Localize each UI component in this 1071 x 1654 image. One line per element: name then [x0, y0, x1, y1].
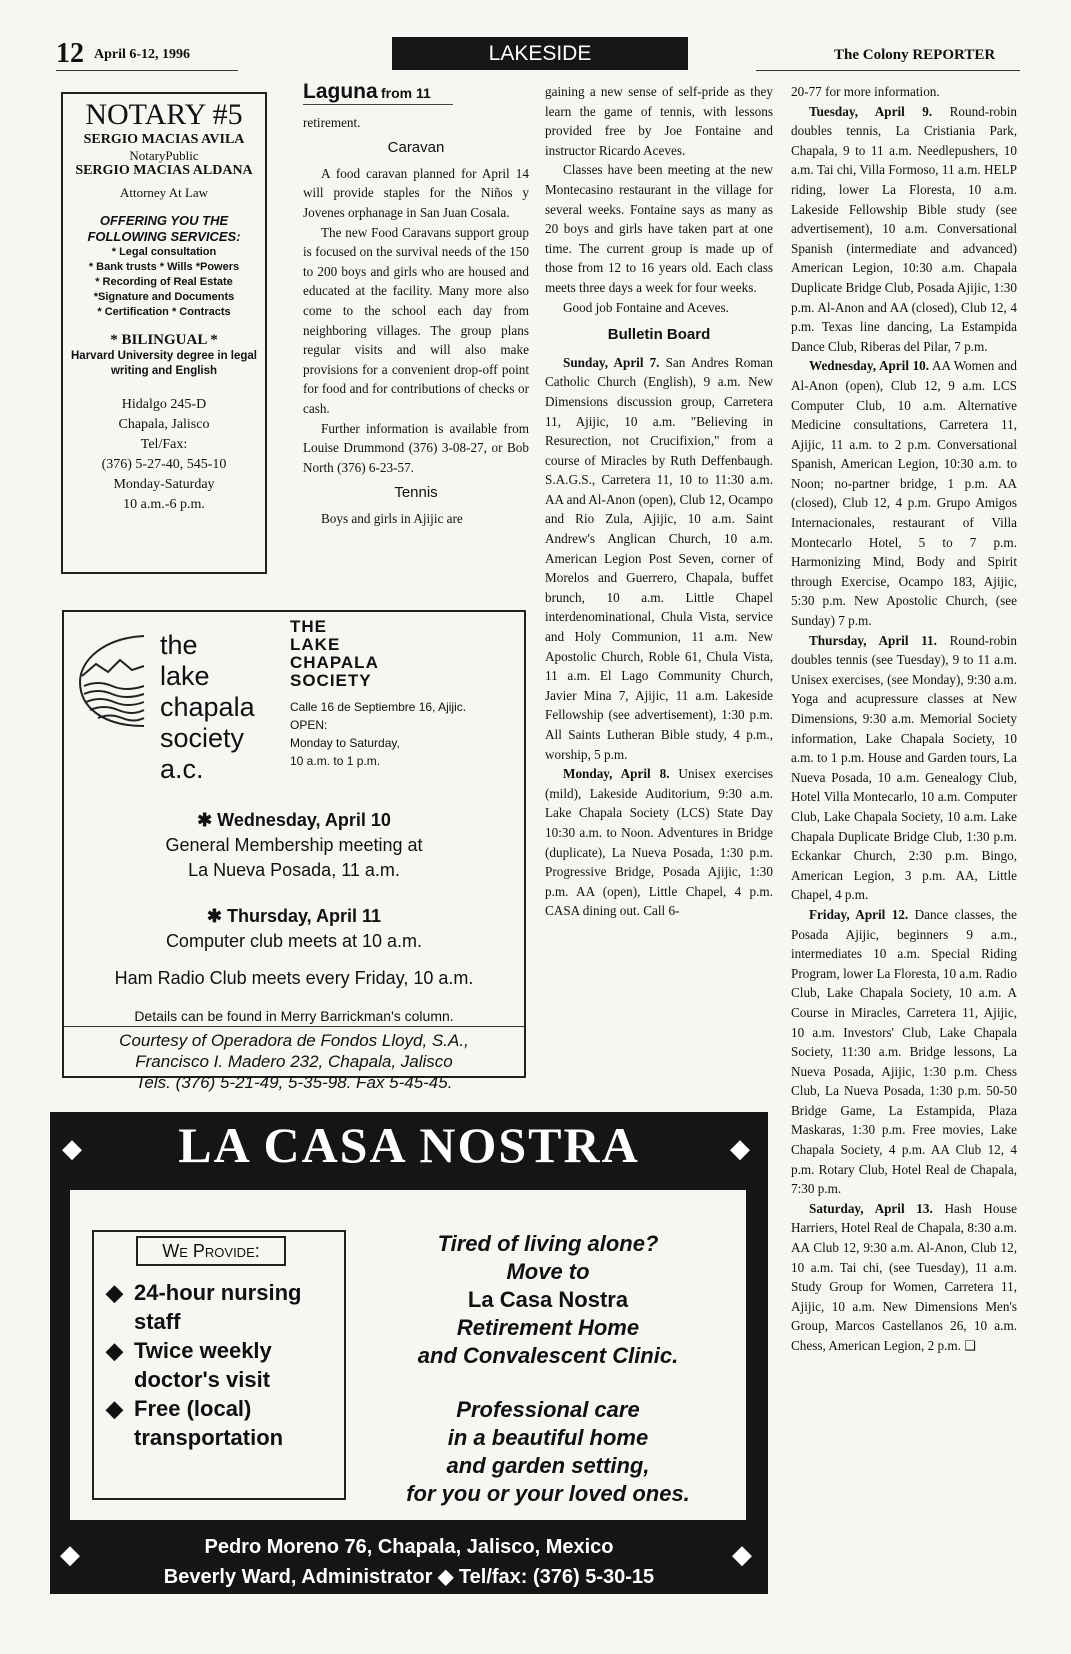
pitch-line: Move to	[506, 1259, 590, 1284]
notary-service: * Recording of Real Estate	[95, 276, 233, 288]
list-item	[98, 1278, 318, 1336]
notary-name-1: SERGIO MACIAS AVILA	[83, 132, 245, 147]
title-line: LAKE	[290, 635, 341, 654]
caravan-paragraph: Further information is available from Louise Drummond (376) 3-08-27, or Bob North (376) 6-23-57.	[303, 420, 529, 475]
item-text: Free (local) transportation	[134, 1396, 284, 1450]
diamond-icon: ◆	[60, 1540, 80, 1569]
bulletin-saturday	[791, 1199, 1017, 1356]
pitch-line: and garden setting,	[446, 1453, 650, 1478]
casa-address-block	[50, 1532, 768, 1592]
notary-service: * Bank trusts * Wills *Powers	[88, 261, 240, 273]
lcs-open-days: Monday to Saturday,	[290, 736, 400, 750]
column-laguna	[303, 82, 529, 528]
day-label: Thursday, April 11.	[809, 632, 937, 648]
details-line: Details can be found in Merry Barrickman's column.	[134, 1008, 454, 1024]
header-rule-right	[756, 70, 1020, 71]
section-banner: LAKESIDE	[392, 37, 688, 70]
day-text: Round-robin doubles tennis, La Cristiania Park, Chapala, 9 to 11 a.m. Needlepushers, 10 a.m. Tai chi, Villa Formoso, 11 a.m. HELP riding, lower La Floresta, 10 a.m. Lakeside Fellowship Bible study (see advertisement), 10 a.m. Conversational Spanish (intermediate and advanced) American Legion, 10:30 a.m. Chapala Duplicate Bridge Club, Posada Ajijic, 1:30 p.m. Al-Anon and AA (closed), Club 12, 4 p.m. Texas line dancing, La Estampida Dance Club, Riberas del Pilar, 7 p.m.	[791, 103, 1017, 354]
pitch-line: La Casa Nostra	[467, 1287, 629, 1312]
courtesy-line: Francisco I. Madero 232, Chapala, Jalisco	[135, 1052, 453, 1071]
title-line: THE	[290, 617, 327, 636]
caravan-heading: Caravan	[387, 139, 445, 157]
notary-city: Chapala, Jalisco	[118, 417, 210, 432]
casa-pitch	[360, 1230, 736, 1508]
pitch-line: for you or your loved ones.	[406, 1481, 690, 1506]
laguna-title: Laguna	[303, 80, 378, 103]
item-text: Twice weekly doctor's visit	[134, 1338, 272, 1392]
bulletin-monday	[545, 764, 773, 921]
notary-hours: 10 a.m.-6 p.m.	[123, 497, 205, 512]
notary-offering: OFFERING YOU THE FOLLOWING SERVICES:	[87, 213, 241, 244]
diamond-bullet-icon: ◆	[106, 1280, 123, 1305]
bulletin-friday	[791, 905, 1017, 1199]
lcs-logo-text	[160, 630, 255, 785]
logo-line: society	[160, 723, 245, 753]
lcs-address	[290, 698, 466, 770]
day-text: Hash House Harriers, Hotel Real de Chapala, 8:30 a.m. AA Club 12, 9:30 a.m. Al-Anon, Club 12, 10 a.m. Tai chi, (see Tuesday), 11 a.m. Study Group for Women, Carretera 11, Ajijic, 10 a.m. New Dimensions Men's Group, Marcos Castellanos 26, 10 a.m. Chess, American Legion, 2 p.m.	[791, 1200, 1017, 1353]
pitch-line: Professional care	[456, 1397, 640, 1422]
notary-service: * Legal consultation	[111, 246, 217, 258]
laguna-text: retirement.	[303, 114, 361, 130]
notary-role-2: Attorney At Law	[119, 185, 209, 200]
column-bulletin-cont	[791, 82, 1017, 1356]
day-label: Wednesday, April 10.	[809, 358, 930, 374]
courtesy-line: Courtesy of Operadora de Fondos Lloyd, S.A.,	[119, 1031, 469, 1050]
provide-list	[98, 1278, 318, 1452]
courtesy-block	[64, 1030, 524, 1093]
tennis-paragraph: Good job Fontaine and Aceves.	[563, 299, 729, 315]
day-label: Friday, April 12.	[809, 906, 909, 922]
header-rule-left	[56, 70, 238, 71]
casa-address: Pedro Moreno 76, Chapala, Jalisco, Mexico	[204, 1536, 614, 1558]
event-wednesday-day: ✱ Wednesday, April 10	[197, 810, 391, 830]
lcs-ad	[62, 610, 526, 1092]
tennis-paragraph: gaining a new sense of self-pride as they learn the game of tennis, with lessons provided free by Joe Fontaine and instructor Ricardo Aceves.	[545, 84, 773, 158]
diamond-bullet-icon: ◆	[106, 1338, 123, 1363]
casa-title: LA CASA NOSTRA	[178, 1117, 640, 1173]
day-text: AA Women and Al-Anon (open), Club 12, 9 a.m. LCS Computer Club, 10 a.m. Alternative Medicine consultations, Carretera 11, Ajijic, 11 a.m. to 2 p.m. Conversational Spanish, American Legion, 10:30 a.m. to Noon; no-partner bridge, 1 p.m. AA (closed), Club 12, 4 p.m. Grupo Amigos Internacionales, restaurant of Villa Montecarlo Hotel, 5 to 7 p.m. Harmonizing Mind, Body and Spirit through Exercise, Ocampo 183, Ajijic, 5:30 p.m. New Apostolic Church, (see Sunday) 7 p.m.	[791, 358, 1017, 629]
diamond-icon: ◆	[730, 1134, 750, 1163]
tennis-paragraph: Classes have been meeting at the new Montecasino restaurant in the village for several weeks. Fontaine says as many as 20 boys and girls have taken part at one time. The current group is made up of those from 12 to 16 years old. Each class meets three days a week for four weeks.	[545, 162, 773, 295]
item-text: 24-hour nursing staff	[134, 1280, 302, 1334]
pitch-line: Retirement Home	[456, 1315, 640, 1340]
diamond-bullet-icon: ◆	[106, 1396, 123, 1421]
notary-role-1: NotaryPublic	[129, 148, 199, 163]
divider	[64, 1026, 524, 1027]
ham-radio-line: Ham Radio Club meets every Friday, 10 a.m.	[114, 968, 474, 988]
notary-telfax-label: Tel/Fax:	[140, 437, 188, 452]
caravan-paragraph: A food caravan planned for April 14 will provide staples for the Niños y Jovenes orphanage in San Juan Cosala.	[303, 165, 529, 220]
pitch-line: and Convalescent Clinic.	[417, 1343, 679, 1368]
lcs-open-hours: 10 a.m. to 1 p.m.	[290, 754, 381, 768]
tennis-heading: Tennis	[394, 484, 438, 502]
notary-harvard: Harvard University degree in legal writing and English	[71, 350, 257, 377]
notary-bilingual: * BILINGUAL *	[110, 332, 218, 348]
day-label: Tuesday, April 9.	[809, 103, 933, 119]
bulletin-thursday	[791, 631, 1017, 905]
caravan-paragraph: The new Food Caravans support group is focused on the survival needs of the 150 to 200 boys and girls who are housed and educated at the facility. Many more also come to the school each day from neighboring villages. The group plans regular visits and will also make provisions for a convenient drop-off point for food and for contributions of checks or cash.	[303, 224, 529, 416]
column-tennis-bulletin	[545, 82, 773, 921]
day-text: Dance classes, the Posada Ajijic, beginners 9 a.m., intermediates 10 a.m. Special Riding Program, lower La Floresta, 10 a.m. Radio Club, Lake Chapala Society, 10 a.m. A Course in Miracles, Carretera 11, Ajijic, 10 a.m. Investors' Club, Lake Chapala Society, 11:30 a.m. Bridge lessons, La Nueva Posada, Ajijic, 1:30 p.m. Chess Club, La Nueva Posada, 1:30 p.m. 50-50 Bridge Game, La Estampida, Plaza Maskaras, 1:30 p.m. Free movies, Lake Chapala Society, 4 p.m. AA Club 12, 4 p.m. Rotary Club, Hotel Real de Chapala, 7:30 p.m.	[791, 906, 1017, 1197]
bulletin-wednesday	[791, 356, 1017, 630]
paper-name: The Colony REPORTER	[834, 47, 996, 63]
title-line: CHAPALA	[290, 653, 379, 672]
event-wednesday-line: La Nueva Posada, 11 a.m.	[188, 860, 400, 880]
event-thursday-day: ✱ Thursday, April 11	[206, 906, 382, 926]
lcs-street: Calle 16 de Septiembre 16, Ajijic.	[290, 700, 467, 714]
notary-title: NOTARY #5	[85, 98, 243, 131]
courtesy-line: Tels. (376) 5-21-49, 5-35-98. Fax 5-45-45.	[135, 1073, 453, 1092]
logo-line: chapala	[160, 692, 255, 722]
day-label: Saturday, April 13.	[809, 1200, 933, 1216]
casa-inner-panel	[70, 1190, 746, 1520]
logo-line: a.c.	[160, 754, 204, 784]
bulletin-board-heading: Bulletin Board	[607, 326, 711, 344]
notary-ad	[61, 92, 267, 574]
casa-admin: Beverly Ward, Administrator	[163, 1566, 433, 1588]
pitch-line: Tired of living alone?	[437, 1231, 659, 1256]
day-label: Monday, April 8.	[563, 766, 670, 782]
event-thursday-line: Computer club meets at 10 a.m.	[165, 931, 423, 951]
notary-address-block	[63, 395, 265, 515]
notary-phones: (376) 5-27-40, 545-10	[101, 457, 227, 472]
end-mark-icon: ❑	[964, 1338, 977, 1353]
diamond-icon: ◆	[732, 1540, 752, 1569]
bulletin-cont: 20-77 for more information.	[791, 84, 940, 99]
pitch-line: in a beautiful home	[447, 1425, 649, 1450]
notary-address: Hidalgo 245-D	[121, 397, 207, 412]
list-item	[98, 1336, 318, 1394]
event-wednesday-line: General Membership meeting at	[165, 835, 423, 855]
bulletin-sunday	[545, 353, 773, 764]
logo-line: lake	[160, 661, 210, 691]
issue-date: April 6-12, 1996	[94, 47, 191, 62]
laguna-continued: from 11	[380, 85, 431, 101]
casa-tel: Tel/fax: (376) 5-30-15	[458, 1566, 655, 1588]
day-label: Sunday, April 7.	[563, 354, 660, 370]
diamond-icon: ◆	[437, 1566, 454, 1588]
page-number: 12	[56, 38, 84, 69]
lcs-title	[290, 618, 379, 690]
tennis-paragraph: Boys and girls in Ajijic are	[321, 510, 463, 526]
day-text: San Andres Roman Catholic Church (English), 9 a.m. New Dimensions discussion group, Carretera 11, Ajijic, 10 a.m. "Believing in Resurection, not Crucifixion," from a course of Miracles by Ruth Deffenbaugh. S.A.G.S., Carretera 11, 10 to 11:30 a.m. AA and Al-Anon (open), Club 12, Ocampo and Rio Zula, Ajijic, 10 a.m. Saint Andrew's Anglican Church, 10 a.m. American Legion Post Seven, corner of Morelos and Guerrero, Chapala, buffet brunch, 10 a.m. Little Chapel interdenominational, Chula Vista, service and Holy Communion, 11 a.m. New Apostolic Church, Roble 61, Chula Vista, 11 a.m. El Lago Community Church, Javier Mina 7, Ajijic, 11 a.m. Lakeside Fellowship (see advertisement), 1:30 p.m. All Saints Lutheran Bible study, 4 p.m., worship, 5 p.m.	[545, 354, 773, 762]
title-line: SOCIETY	[290, 671, 372, 690]
day-text: Round-robin doubles tennis (see Tuesday), 9 to 11 a.m. Unisex exercises, (see Monday), 9:30 a.m. Yoga and acupressure classes at New Dimensions, 9:30 a.m. Memorial Society information, Lake Chapala Society, 10 a.m. to 1 p.m. House and Garden tours, La Nueva Posada, 10 a.m. Genealogy Club, Hotel Villa Montecarlo, 10 a.m. Computer Club, Lake Chapala Society, 10 a.m. Lake Chapala Duplicate Bridge Club, 1:30 p.m. Eckankar Church, 2:30 p.m. Bingo, American Legion, 3 p.m. AA, Little Chapel, 4 p.m.	[791, 632, 1018, 903]
pitch-spacer	[360, 1370, 736, 1396]
notary-service: * Certification * Contracts	[97, 306, 231, 318]
day-text: Unisex exercises (mild), Lakeside Auditorium, 9:30 a.m. Lake Chapala Society (LCS) State Day 10:30 a.m. to Noon. Adventures in Bridge (duplicate), La Nueva Posada, 1:30 p.m. Progressive Bridge, Posada Ajijic, 1:30 p.m. AA (open), Little Chapel, 4 p.m. CASA dining out. Call 6-	[545, 766, 774, 919]
logo-line: the	[160, 630, 198, 660]
casa-contact	[50, 1562, 768, 1592]
we-provide-label: We Provide:	[136, 1236, 286, 1266]
lake-wave-logo-icon	[74, 630, 154, 730]
diamond-icon: ◆	[62, 1134, 82, 1163]
lcs-open-label: OPEN:	[290, 718, 328, 732]
casa-nostra-ad	[50, 1112, 768, 1594]
notary-service: *Signature and Documents	[93, 291, 235, 303]
notary-name-2: SERGIO MACIAS ALDANA	[75, 163, 253, 178]
list-item	[98, 1394, 318, 1452]
notary-days: Monday-Saturday	[113, 477, 215, 492]
bulletin-tuesday	[791, 102, 1017, 357]
